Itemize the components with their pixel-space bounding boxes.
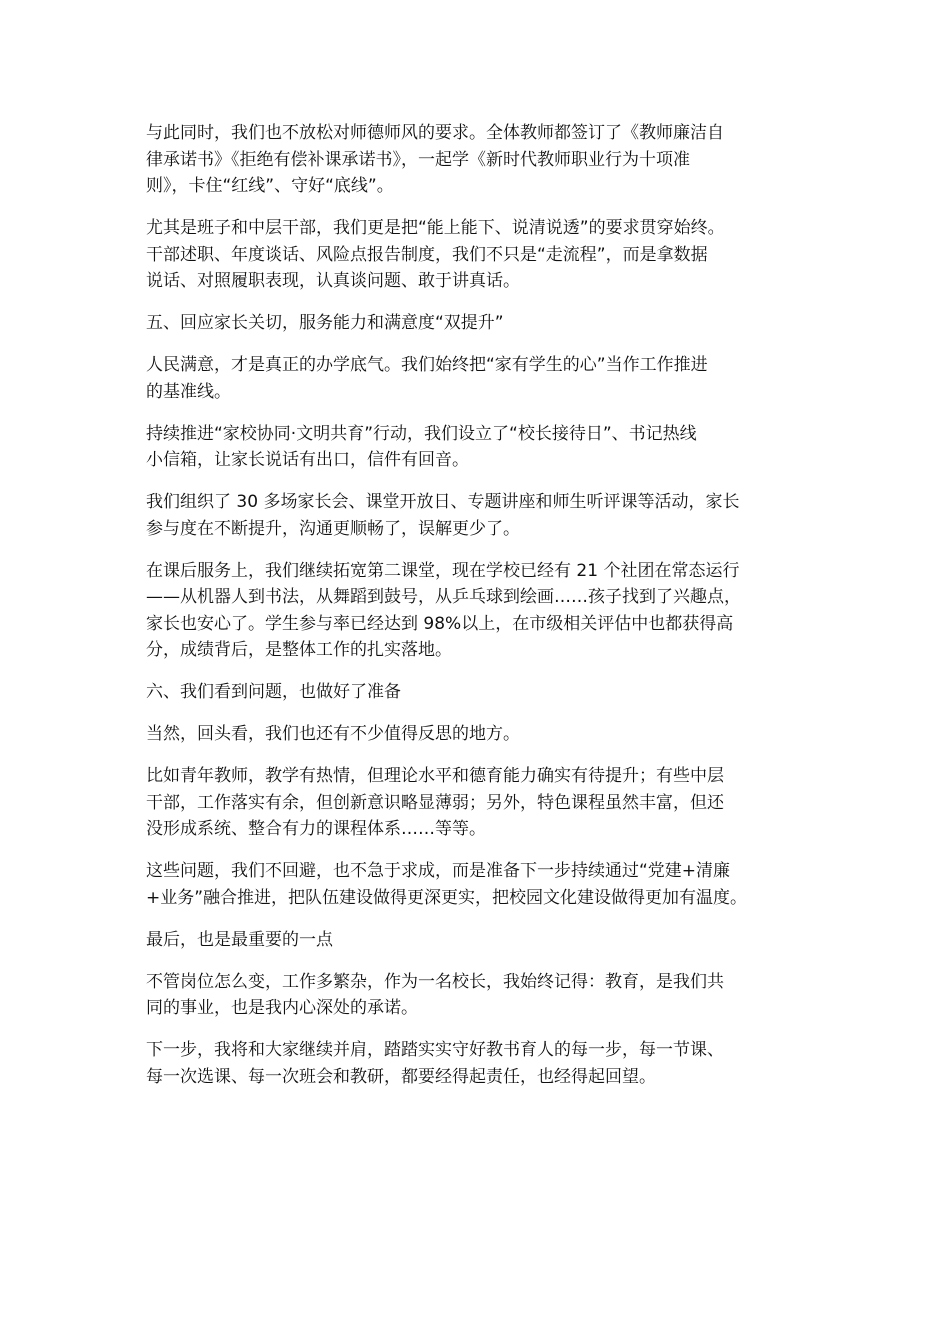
text-line: 家长也安心了。学生参与率已经达到 98%以上，在市级相关评估中也都获得高 [146,613,734,634]
text-line: 分，成绩背后，是整体工作的扎实落地。 [146,640,452,660]
paragraph-cadres [146,215,816,295]
heading-text: 六、我们看到问题，也做好了准备 [146,682,401,702]
text-line: 当然，回头看，我们也还有不少值得反思的地方。 [146,724,520,744]
text-line: 比如青年教师，教学有热情，但理论水平和德育能力确实有待提升；有些中层 [146,766,724,786]
text-line: 说话、对照履职表现，认真谈问题、敢于讲真话。 [146,271,520,291]
text-line: 的基准线。 [146,381,231,402]
paragraph-reflection [146,721,816,748]
text-line: 没形成系统、整合有力的课程体系……等等。 [146,819,486,839]
paragraph-after-school [146,558,816,664]
section-heading-six [146,679,816,706]
text-line: 我们组织了 30 多场家长会、课堂开放日、专题讲座和师生听评课等活动，家长 [146,492,740,512]
text-line: 干部，工作落实有余，但创新意识略显薄弱；另外，特色课程虽然丰富，但还 [146,792,724,813]
paragraph-problems [146,763,816,843]
text-line: 每一次选课、每一次班会和教研，都要经得起责任，也经得起回望。 [146,1066,656,1087]
text-line: 干部述职、年度谈话、风险点报告制度，我们不只是“走流程”，而是拿数据 [146,244,708,265]
heading-text: 最后，也是最重要的一点 [146,929,333,950]
text-line: ——从机器人到书法，从舞蹈到鼓号，从乒乓球到绘画……孩子找到了兴趣点， [146,587,741,607]
text-line: 同的事业，也是我内心深处的承诺。 [146,998,418,1018]
text-line: +业务”融合推进，把队伍建设做得更深更实，把校园文化建设做得更加有温度。 [146,887,748,908]
text-line: 持续推进“家校协同·文明共育”行动，我们设立了“校长接待日”、书记热线 [146,423,697,444]
text-line: 则》，卡住“红线”、守好“底线”。 [146,176,394,196]
paragraph-teacher-ethics [146,120,816,200]
text-line: 尤其是班子和中层干部，我们更是把“能上能下、说清说透”的要求贯穿始终。 [146,218,725,238]
section-heading-final [146,927,816,954]
paragraph-satisfaction [146,352,816,405]
text-line: 下一步，我将和大家继续并肩，踏踏实实守好教书育人的每一步，每一节课、 [146,1040,724,1060]
text-line: 与此同时，我们也不放松对师德师风的要求。全体教师都签订了《教师廉洁自 [146,123,724,143]
paragraph-home-school [146,421,816,474]
section-heading-five [146,310,816,337]
text-line: 人民满意，才是真正的办学底气。我们始终把“家有学生的心”当作工作推进 [146,355,708,375]
text-line: 参与度在不断提升，沟通更顺畅了，误解更少了。 [146,518,520,539]
paragraph-closing [146,1037,816,1090]
paragraph-next-steps [146,858,816,911]
paragraph-parent-meetings [146,489,816,542]
heading-text: 五、回应家长关切，服务能力和满意度“双提升” [146,313,504,333]
text-line: 小信箱，让家长说话有出口，信件有回音。 [146,450,469,470]
paragraph-commitment [146,969,816,1022]
text-line: 律承诺书》《拒绝有偿补课承诺书》，一起学《新时代教师职业行为十项准 [146,149,690,170]
document-body [146,120,816,1106]
text-line: 这些问题，我们不回避，也不急于求成，而是准备下一步持续通过“党建+清廉 [146,861,731,881]
text-line: 不管岗位怎么变，工作多繁杂，作为一名校长，我始终记得：教育，是我们共 [146,971,724,992]
text-line: 在课后服务上，我们继续拓宽第二课堂，现在学校已经有 21 个社团在常态运行 [146,560,740,581]
